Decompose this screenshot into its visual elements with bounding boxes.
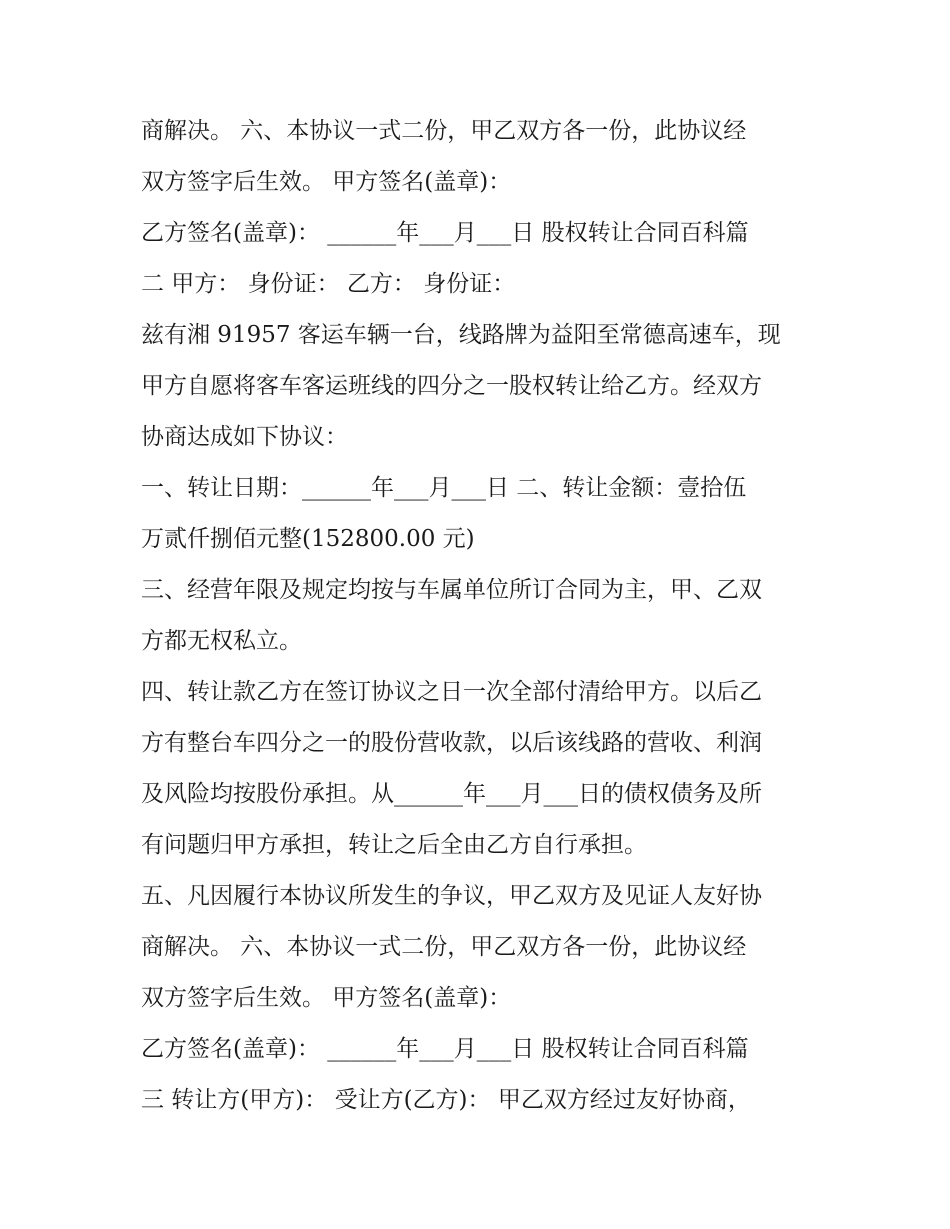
contract-text-body	[141, 106, 831, 1126]
text-line: 三、经营年限及规定均按与车属单位所订合同为主，甲、乙双	[141, 577, 762, 603]
text-line: 兹有湘 91957 客运车辆一台，线路牌为益阳至常德高速车，现	[141, 322, 781, 348]
text-line: 双方签字后生效。 甲方签名(盖章)：	[141, 169, 512, 195]
text-line: 二 甲方： 身份证： 乙方： 身份证：	[141, 271, 516, 297]
text-line: 协商达成如下协议：	[141, 424, 348, 450]
text-line: 方有整台车四分之一的股份营收款，以后该线路的营收、利润	[141, 730, 762, 756]
text-line: 方都无权私立。	[141, 628, 302, 654]
text-line: 商解决。 六、本协议一式二份，甲乙双方各一份，此协议经	[141, 934, 747, 960]
text-line: 一、转让日期：______年___月___日 二、转让金额：壹拾伍	[141, 475, 747, 501]
text-line: 双方签字后生效。 甲方签名(盖章)：	[141, 985, 512, 1011]
text-line: 甲方自愿将客车客运班线的四分之一股权转让给乙方。经双方	[141, 373, 762, 399]
text-line: 乙方签名(盖章)： ______年___月___日 股权转让合同百科篇	[141, 1036, 749, 1062]
text-line: 商解决。 六、本协议一式二份，甲乙双方各一份，此协议经	[141, 118, 747, 144]
text-line: 五、凡因履行本协议所发生的争议，甲乙双方及见证人友好协	[141, 883, 762, 909]
text-line: 乙方签名(盖章)： ______年___月___日 股权转让合同百科篇	[141, 220, 749, 246]
text-line: 四、转让款乙方在签订协议之日一次全部付清给甲方。以后乙	[141, 679, 762, 705]
text-line: 三 转让方(甲方)： 受让方(乙方)： 甲乙双方经过友好协商，	[141, 1087, 751, 1113]
text-line: 万贰仟捌佰元整(152800.00 元)	[141, 526, 475, 552]
text-line: 及风险均按股份承担。从______年___月___日的债权债务及所	[141, 781, 762, 807]
text-line: 有问题归甲方承担，转让之后全由乙方自行承担。	[141, 832, 647, 858]
